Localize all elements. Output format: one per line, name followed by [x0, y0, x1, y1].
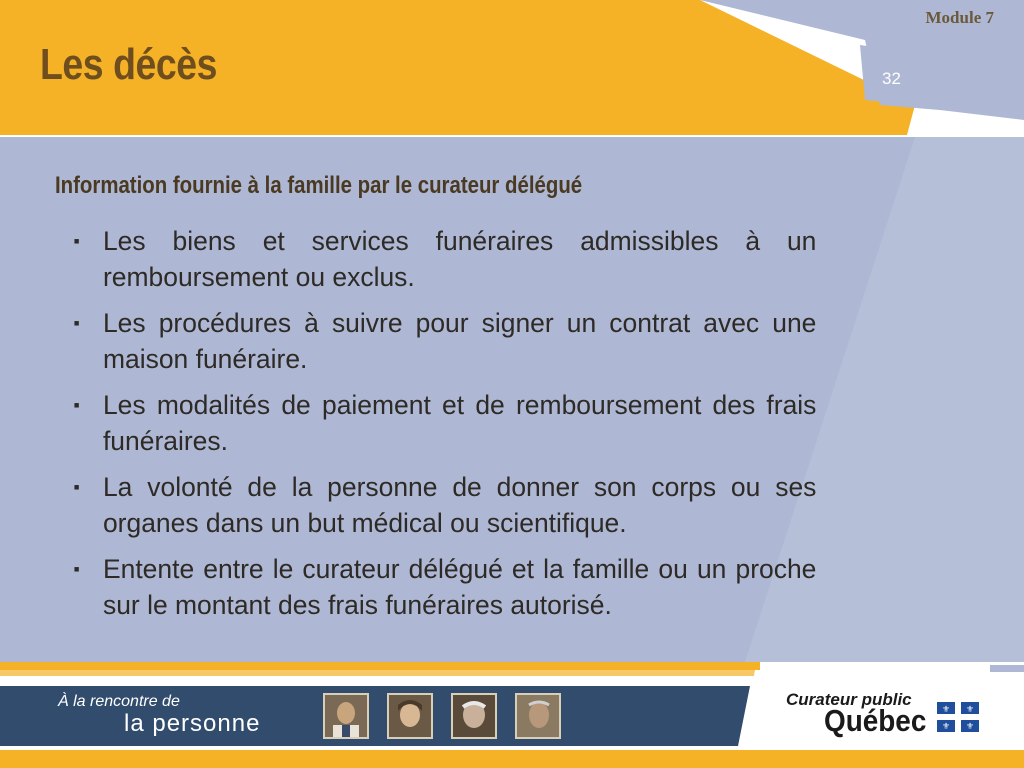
bullet-list — [64, 223, 824, 633]
square-bullet-icon: ▪ — [73, 231, 80, 251]
svg-text:⚜: ⚜ — [965, 722, 975, 732]
svg-text:⚜: ⚜ — [941, 705, 951, 715]
logo-curateur-text: Curateur public — [786, 690, 912, 709]
page-number: 32 — [882, 69, 901, 88]
section-subtitle: Information fournie à la famille par le curateur délégué — [55, 172, 583, 199]
svg-text:⚜: ⚜ — [965, 705, 975, 715]
logo-quebec-text: Québec — [824, 703, 927, 738]
square-bullet-icon: ▪ — [73, 395, 80, 415]
portrait-photo — [515, 693, 561, 739]
list-item: ▪ Entente entre le curateur délégué et la famille ou un proche sur le montant des frais funéraires autorisé. — [72, 551, 817, 623]
page-title: Les décès — [40, 40, 218, 89]
square-bullet-icon: ▪ — [73, 313, 80, 333]
list-item: ▪ Les procédures à suivre pour signer un contrat avec une maison funéraire. — [72, 305, 817, 377]
list-item: ▪ Les biens et services funéraires admissibles à un remboursement ou exclus. — [72, 223, 817, 295]
portrait-photo — [387, 693, 433, 739]
footer-tagline: À la rencontre de — [58, 693, 180, 710]
portrait-photo — [323, 693, 369, 739]
square-bullet-icon: ▪ — [73, 477, 80, 497]
list-item: ▪ La volonté de la personne de donner son corps ou ses organes dans un but médical ou scientifique. — [72, 469, 817, 541]
quebec-flag-icon — [937, 702, 979, 732]
footer-main-text: la personne — [124, 710, 261, 737]
square-bullet-icon: ▪ — [73, 559, 80, 579]
module-label: Module 7 — [925, 8, 994, 27]
svg-text:⚜: ⚜ — [941, 722, 951, 732]
list-item: ▪ Les modalités de paiement et de remboursement des frais funéraires. — [72, 387, 817, 459]
portrait-photo — [451, 693, 497, 739]
